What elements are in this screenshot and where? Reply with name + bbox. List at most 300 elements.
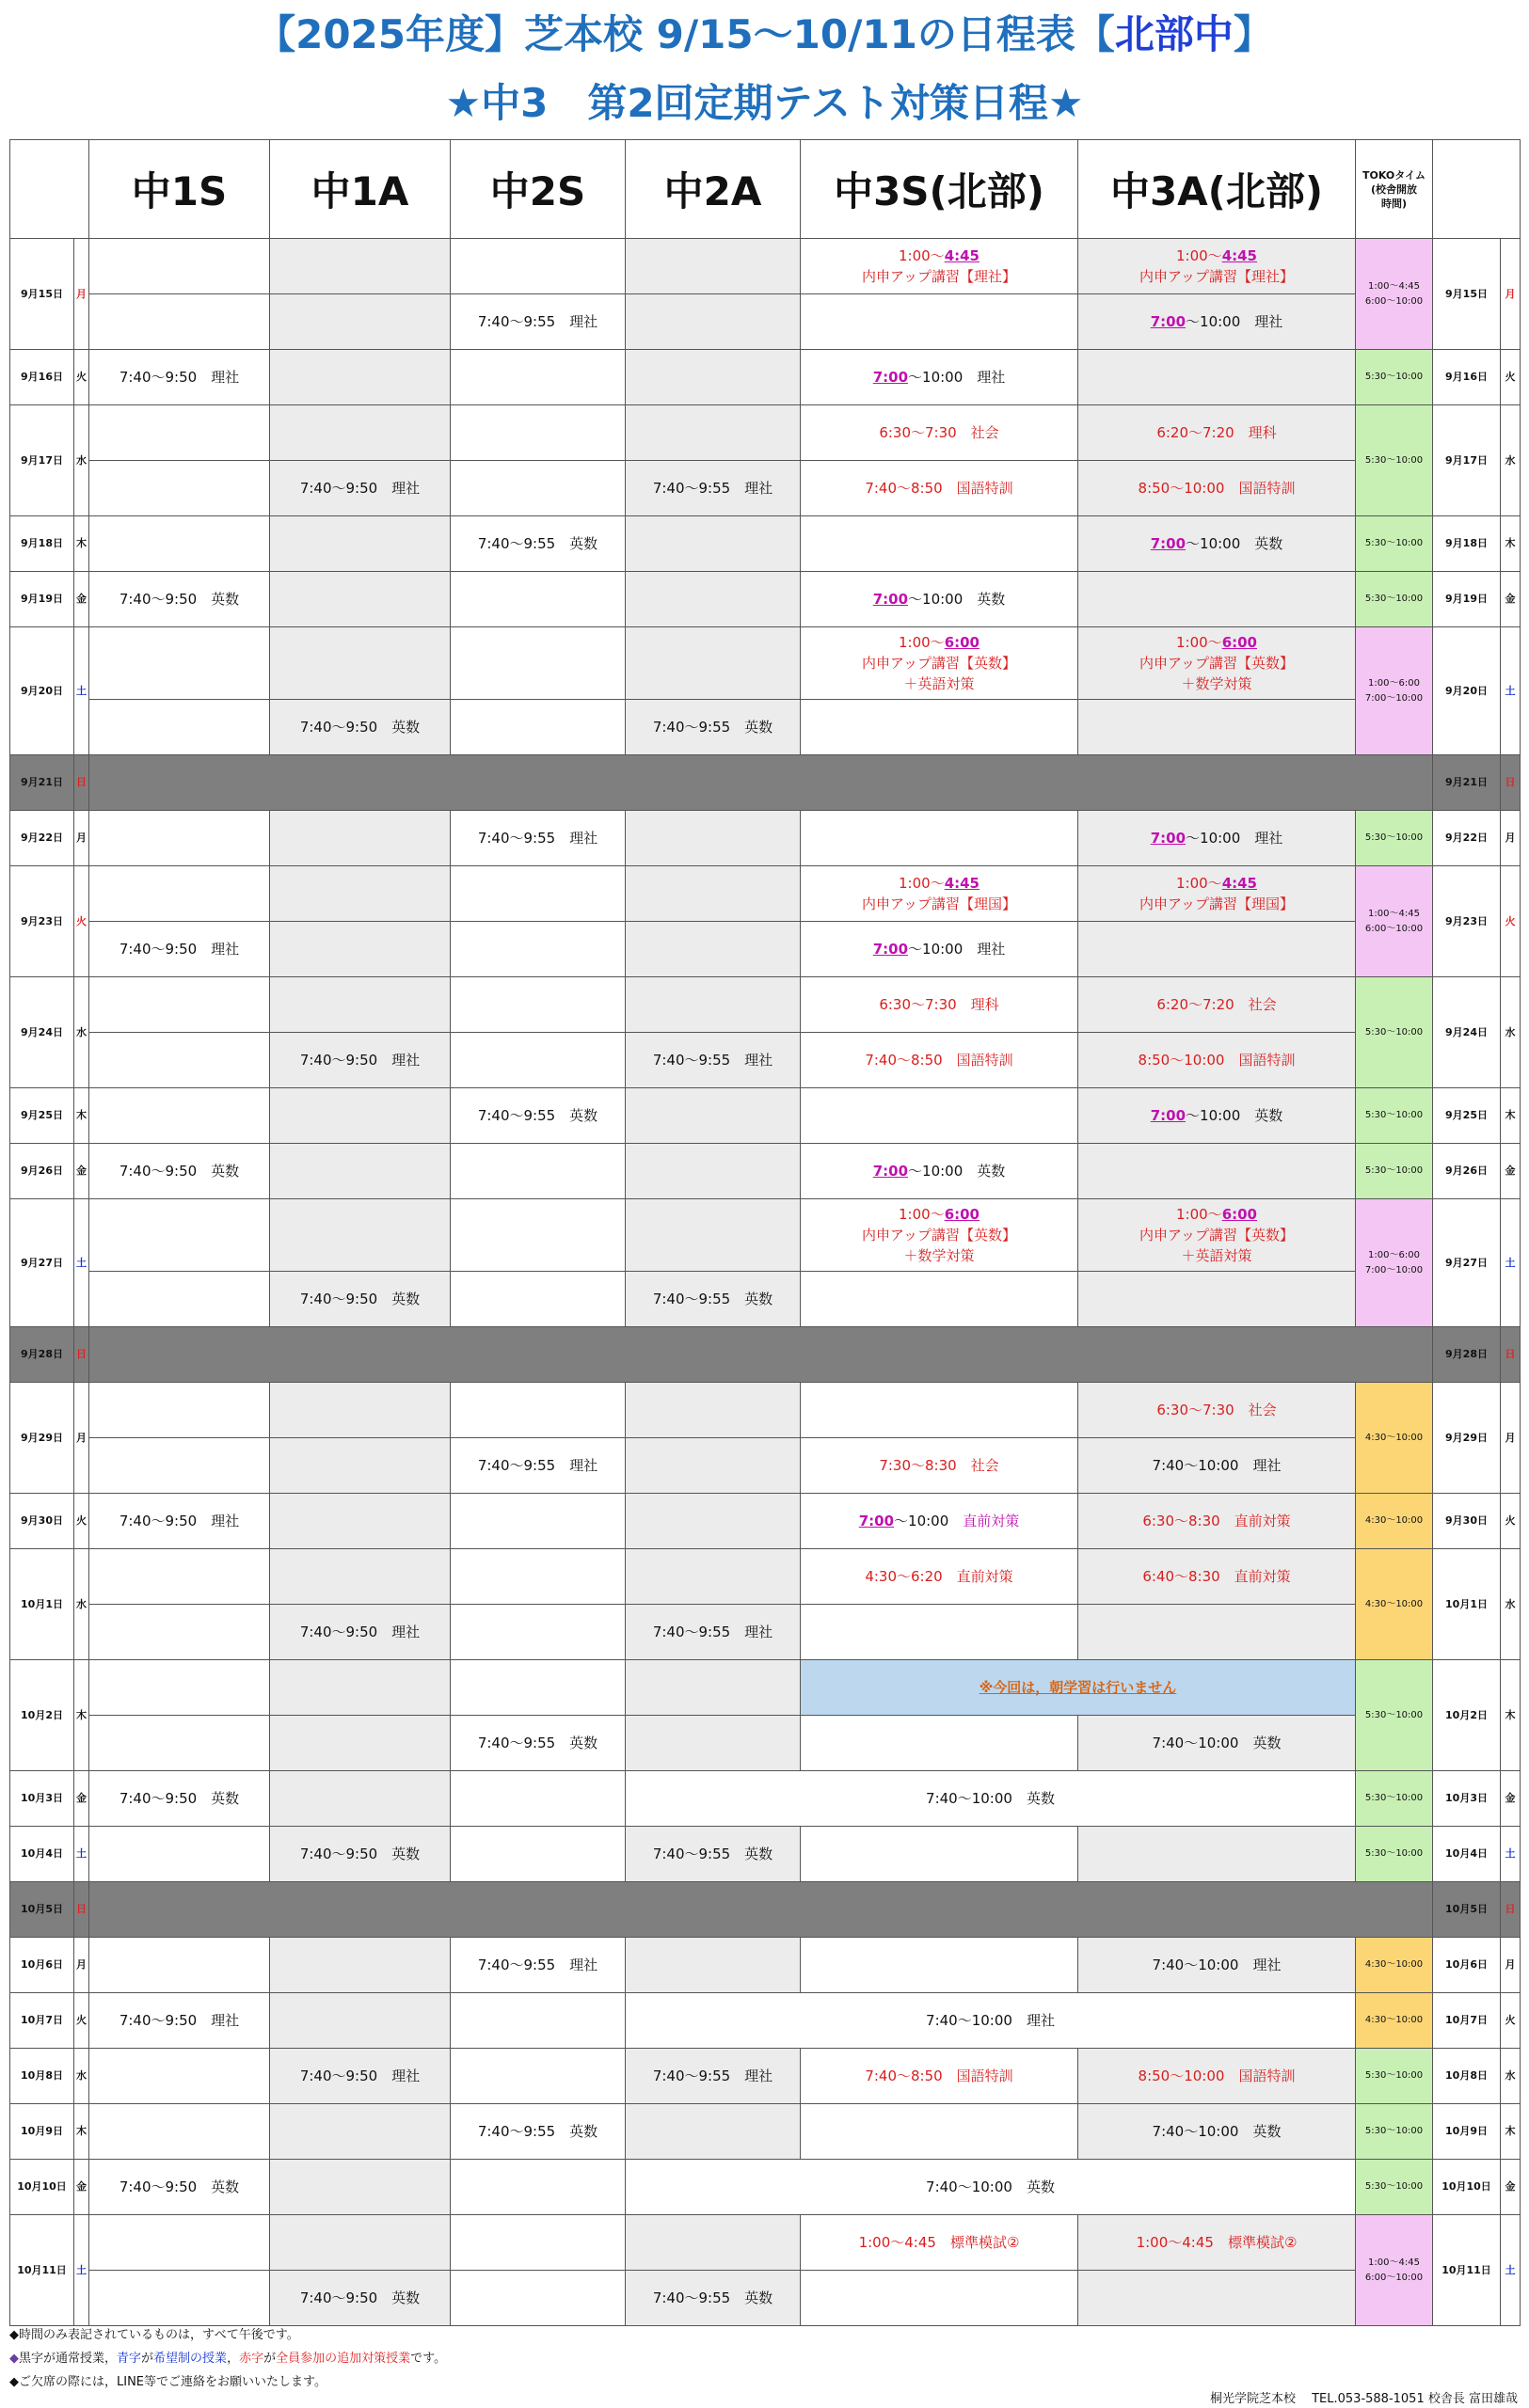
class-cell-c1a: 7:40～9:50 英数 <box>270 2271 451 2326</box>
date-cell-right: 10月8日 <box>1433 2049 1501 2104</box>
footer-note-time: ◆時間のみ表記されているものは，すべて午後です。 <box>9 2328 299 2342</box>
schedule-row-sub <box>10 700 1521 755</box>
class-cell-c2s <box>451 1033 626 1088</box>
schedule-row <box>10 1771 1521 1827</box>
class-cell-c1a: 7:40～9:50 英数 <box>270 1272 451 1327</box>
weekday-cell: 月 <box>74 1383 89 1494</box>
class-cell-c1s <box>89 1605 270 1660</box>
schedule-row-sub <box>10 294 1521 350</box>
weekday-cell: 月 <box>74 811 89 866</box>
weekday-cell: 金 <box>74 1771 89 1827</box>
toko-time-cell: 5:30～10:00 <box>1356 350 1433 405</box>
schedule-row <box>10 1327 1521 1383</box>
class-cell-c1a <box>270 1494 451 1549</box>
schedule-row <box>10 1144 1521 1199</box>
class-cell-c1s <box>89 516 270 572</box>
date-cell: 9月20日 <box>10 627 74 755</box>
class-cell-c3a <box>1078 922 1356 977</box>
weekday-cell-right: 月 <box>1501 1383 1521 1494</box>
class-cell-c3s <box>801 2271 1078 2326</box>
class-cell-c3a <box>1078 1605 1356 1660</box>
page-title: 【2025年度】芝本校 9/15～10/11の日程表【北部中】 <box>256 11 1273 57</box>
class-cell-c2s <box>451 1660 626 1716</box>
schedule-row <box>10 866 1521 922</box>
class-cell-c2s <box>451 350 626 405</box>
class-cell-c1a <box>270 1144 451 1199</box>
class-cell-c3s: 1:00～4:45 内申アップ講習【理社】 <box>801 239 1078 294</box>
class-cell-c1a <box>270 516 451 572</box>
class-cell-c1a <box>270 1660 451 1716</box>
toko-time-cell: 5:30～10:00 <box>1356 811 1433 866</box>
class-cell-c3a: 1:00～4:45 内申アップ講習【理社】 <box>1078 239 1356 294</box>
class-cell-c1s: 7:40～9:50 英数 <box>89 1771 270 1827</box>
weekday-cell: 火 <box>74 350 89 405</box>
class-cell-c3a: 7:40～10:00 理社 <box>1078 1438 1356 1494</box>
date-cell-right: 9月30日 <box>1433 1494 1501 1549</box>
date-cell-right: 9月22日 <box>1433 811 1501 866</box>
toko-time-cell: 5:30～10:00 <box>1356 2160 1433 2215</box>
merged-class-cell: 7:40～10:00 英数 <box>626 1771 1356 1827</box>
weekday-cell-right: 日 <box>1501 755 1521 811</box>
class-cell-c2s <box>451 1494 626 1549</box>
class-cell-c2s: 7:40～9:55 英数 <box>451 2104 626 2160</box>
header-c2s: 中2S <box>451 140 626 239</box>
class-cell-c1a: 7:40～9:50 英数 <box>270 1827 451 1882</box>
weekday-cell-right: 金 <box>1501 2160 1521 2215</box>
class-cell-c2a: 7:40～9:55 英数 <box>626 1272 801 1327</box>
schedule-row <box>10 1549 1521 1605</box>
class-cell-c1s <box>89 1549 270 1605</box>
class-cell-c3s: 1:00～6:00 内申アップ講習【英数】 ＋数学対策 <box>801 1199 1078 1272</box>
class-cell-c3a: 1:00～6:00 内申アップ講習【英数】 ＋数学対策 <box>1078 627 1356 700</box>
class-cell-c2a <box>626 811 801 866</box>
closed-day-bar <box>89 1327 1433 1383</box>
class-cell-c2a <box>626 1199 801 1272</box>
toko-time-cell: 4:30～10:00 <box>1356 1494 1433 1549</box>
class-cell-c2s <box>451 572 626 627</box>
class-cell-c2a: 7:40～9:55 理社 <box>626 1605 801 1660</box>
schedule-row <box>10 1827 1521 1882</box>
class-cell-c1s: 7:40～9:50 理社 <box>89 1993 270 2049</box>
class-cell-c1a <box>270 239 451 294</box>
class-cell-c1s <box>89 977 270 1033</box>
class-cell-c3a: 6:20～7:20 社会 <box>1078 977 1356 1033</box>
date-cell-right: 9月24日 <box>1433 977 1501 1088</box>
date-cell-right: 9月23日 <box>1433 866 1501 977</box>
class-cell-c1a <box>270 350 451 405</box>
class-cell-c3s: 1:00～4:45 内申アップ講習【理国】 <box>801 866 1078 922</box>
schedule-row <box>10 755 1521 811</box>
class-cell-c3a <box>1078 572 1356 627</box>
weekday-cell-right: 火 <box>1501 350 1521 405</box>
weekday-cell: 日 <box>74 1882 89 1938</box>
class-cell-c3s: 4:30～6:20 直前対策 <box>801 1549 1078 1605</box>
class-cell-c1a: 7:40～9:50 理社 <box>270 1605 451 1660</box>
class-cell-c3a: 7:00～10:00 英数 <box>1078 1088 1356 1144</box>
no-morning-study-notice: ※今回は，朝学習は行いません <box>801 1660 1356 1716</box>
date-cell-right: 10月2日 <box>1433 1660 1501 1771</box>
class-cell-c3a: 8:50～10:00 国語特訓 <box>1078 2049 1356 2104</box>
class-cell-c3s: 7:00～10:00 直前対策 <box>801 1494 1078 1549</box>
header-c3s: 中3S(北部) <box>801 140 1078 239</box>
class-cell-c2a <box>626 866 801 922</box>
class-cell-c1a <box>270 1938 451 1993</box>
weekday-cell: 火 <box>74 1494 89 1549</box>
date-cell: 10月2日 <box>10 1660 74 1771</box>
schedule-row <box>10 2215 1521 2271</box>
weekday-cell-right: 水 <box>1501 1549 1521 1660</box>
class-cell-c1a <box>270 627 451 700</box>
schedule-table <box>9 139 1521 2326</box>
class-cell-c1s <box>89 2049 270 2104</box>
class-cell-c1a <box>270 294 451 350</box>
class-cell-c1s: 7:40～9:50 英数 <box>89 2160 270 2215</box>
schedule-row <box>10 1660 1521 1716</box>
toko-time-cell: 5:30～10:00 <box>1356 1771 1433 1827</box>
date-cell: 9月28日 <box>10 1327 74 1383</box>
weekday-cell: 日 <box>74 755 89 811</box>
class-cell-c2a <box>626 1438 801 1494</box>
class-cell-c2a <box>626 627 801 700</box>
date-cell: 10月1日 <box>10 1549 74 1660</box>
date-cell-right: 9月28日 <box>1433 1327 1501 1383</box>
class-cell-c3a: 7:40～10:00 英数 <box>1078 1716 1356 1771</box>
weekday-cell: 土 <box>74 1827 89 1882</box>
weekday-cell-right: 木 <box>1501 1660 1521 1771</box>
weekday-cell-right: 月 <box>1501 1938 1521 1993</box>
toko-time-cell: 1:00～4:45 6:00～10:00 <box>1356 239 1433 350</box>
date-cell: 10月6日 <box>10 1938 74 1993</box>
class-cell-c3s: 7:40～8:50 国語特訓 <box>801 2049 1078 2104</box>
weekday-cell-right: 土 <box>1501 1827 1521 1882</box>
class-cell-c3s: 7:30～8:30 社会 <box>801 1438 1078 1494</box>
class-cell-c3a: 7:00～10:00 英数 <box>1078 516 1356 572</box>
schedule-row <box>10 977 1521 1033</box>
schedule-row <box>10 1993 1521 2049</box>
date-cell: 10月3日 <box>10 1771 74 1827</box>
class-cell-c2a <box>626 1938 801 1993</box>
class-cell-c1s <box>89 866 270 922</box>
class-cell-c1a <box>270 1771 451 1827</box>
class-cell-c1s <box>89 627 270 700</box>
class-cell-c1a <box>270 572 451 627</box>
weekday-cell: 水 <box>74 1549 89 1660</box>
class-cell-c3s <box>801 1938 1078 1993</box>
class-cell-c3a: 6:30～8:30 直前対策 <box>1078 1494 1356 1549</box>
weekday-cell-right: 木 <box>1501 516 1521 572</box>
class-cell-c2s <box>451 700 626 755</box>
class-cell-c3s <box>801 2104 1078 2160</box>
schedule-row <box>10 627 1521 700</box>
schedule-row <box>10 1199 1521 1272</box>
toko-time-cell: 5:30～10:00 <box>1356 1660 1433 1771</box>
class-cell-c2a <box>626 1660 801 1716</box>
class-cell-c3a: 8:50～10:00 国語特訓 <box>1078 461 1356 516</box>
date-cell: 9月19日 <box>10 572 74 627</box>
date-cell: 9月22日 <box>10 811 74 866</box>
date-cell: 10月7日 <box>10 1993 74 2049</box>
weekday-cell: 金 <box>74 2160 89 2215</box>
footer-note-absence: ◆ご欠席の際には，LINE等でご連絡をお願いいたします。 <box>9 2375 327 2389</box>
class-cell-c3a <box>1078 700 1356 755</box>
weekday-cell-right: 水 <box>1501 405 1521 516</box>
class-cell-c1s <box>89 1033 270 1088</box>
class-cell-c2a <box>626 1144 801 1199</box>
weekday-cell-right: 火 <box>1501 1494 1521 1549</box>
class-cell-c1s: 7:40～9:50 理社 <box>89 1494 270 1549</box>
date-cell: 9月24日 <box>10 977 74 1088</box>
date-cell: 9月16日 <box>10 350 74 405</box>
toko-time-cell: 5:30～10:00 <box>1356 1088 1433 1144</box>
date-cell-right: 9月18日 <box>1433 516 1501 572</box>
closed-day-bar <box>89 755 1433 811</box>
toko-time-cell: 1:00～4:45 6:00～10:00 <box>1356 2215 1433 2326</box>
date-cell: 9月18日 <box>10 516 74 572</box>
class-cell-c1a <box>270 1088 451 1144</box>
class-cell-c2s <box>451 922 626 977</box>
class-cell-c3s <box>801 811 1078 866</box>
class-cell-c1s <box>89 1827 270 1882</box>
class-cell-c3a <box>1078 1144 1356 1199</box>
date-cell: 9月26日 <box>10 1144 74 1199</box>
date-cell: 9月15日 <box>10 239 74 350</box>
class-cell-c2s <box>451 2271 626 2326</box>
class-cell-c2a <box>626 516 801 572</box>
schedule-row <box>10 1882 1521 1938</box>
toko-time-cell: 4:30～10:00 <box>1356 1549 1433 1660</box>
class-cell-c3s: 7:40～8:50 国語特訓 <box>801 1033 1078 1088</box>
weekday-cell-right: 木 <box>1501 2104 1521 2160</box>
class-cell-c3a: 7:00～10:00 理社 <box>1078 294 1356 350</box>
class-cell-c2s <box>451 1827 626 1882</box>
class-cell-c2s <box>451 239 626 294</box>
class-cell-c2a <box>626 294 801 350</box>
date-cell: 9月23日 <box>10 866 74 977</box>
date-cell-right: 10月9日 <box>1433 2104 1501 2160</box>
class-cell-c1s: 7:40～9:50 理社 <box>89 922 270 977</box>
date-cell: 9月21日 <box>10 755 74 811</box>
class-cell-c1a <box>270 1716 451 1771</box>
date-cell-right: 10月10日 <box>1433 2160 1501 2215</box>
weekday-cell-right: 火 <box>1501 866 1521 977</box>
class-cell-c3s: 7:00～10:00 英数 <box>801 572 1078 627</box>
weekday-cell-right: 土 <box>1501 1199 1521 1327</box>
schedule-row <box>10 572 1521 627</box>
class-cell-c3s: 7:00～10:00 理社 <box>801 922 1078 977</box>
class-cell-c3s <box>801 700 1078 755</box>
class-cell-c2s <box>451 1272 626 1327</box>
class-cell-c2s: 7:40～9:55 理社 <box>451 1438 626 1494</box>
class-cell-c2s <box>451 627 626 700</box>
page-subtitle: ★中3 第2回定期テスト対策日程★ <box>445 80 1084 126</box>
class-cell-c3s: 6:30～7:30 社会 <box>801 405 1078 461</box>
class-cell-c1s <box>89 1199 270 1272</box>
class-cell-c1s <box>89 1716 270 1771</box>
class-cell-c3a <box>1078 1827 1356 1882</box>
date-cell: 9月17日 <box>10 405 74 516</box>
date-cell-right: 9月20日 <box>1433 627 1501 755</box>
schedule-row <box>10 516 1521 572</box>
toko-time-cell: 5:30～10:00 <box>1356 2104 1433 2160</box>
class-cell-c2a <box>626 922 801 977</box>
date-cell-right: 10月4日 <box>1433 1827 1501 1882</box>
class-cell-c1a <box>270 1549 451 1605</box>
schedule-row-sub <box>10 1272 1521 1327</box>
weekday-cell: 月 <box>74 239 89 350</box>
schedule-row-sub <box>10 1438 1521 1494</box>
toko-time-cell: 5:30～10:00 <box>1356 977 1433 1088</box>
class-cell-c1a <box>270 977 451 1033</box>
date-cell-right: 9月27日 <box>1433 1199 1501 1327</box>
schedule-row-sub <box>10 2271 1521 2326</box>
date-cell: 10月9日 <box>10 2104 74 2160</box>
schedule-row <box>10 811 1521 866</box>
toko-time-cell: 5:30～10:00 <box>1356 405 1433 516</box>
class-cell-c2a: 7:40～9:55 英数 <box>626 2271 801 2326</box>
class-cell-c1a: 7:40～9:50 理社 <box>270 2049 451 2104</box>
class-cell-c3a: 6:30～7:30 社会 <box>1078 1383 1356 1438</box>
class-cell-c3s <box>801 1716 1078 1771</box>
class-cell-c3a: 7:40～10:00 理社 <box>1078 1938 1356 1993</box>
class-cell-c1s <box>89 700 270 755</box>
class-cell-c3a <box>1078 1272 1356 1327</box>
class-cell-c1s <box>89 1088 270 1144</box>
header-row <box>10 140 1521 239</box>
date-cell-right: 9月26日 <box>1433 1144 1501 1199</box>
class-cell-c1a <box>270 1199 451 1272</box>
class-cell-c3a <box>1078 350 1356 405</box>
date-cell-right: 10月1日 <box>1433 1549 1501 1660</box>
class-cell-c2s <box>451 1383 626 1438</box>
weekday-cell: 土 <box>74 2215 89 2326</box>
date-cell-right: 9月15日 <box>1433 239 1501 350</box>
class-cell-c3a <box>1078 2271 1356 2326</box>
schedule-row <box>10 350 1521 405</box>
class-cell-c2s <box>451 1605 626 1660</box>
class-cell-c1s <box>89 1938 270 1993</box>
class-cell-c3s: 6:30～7:30 理科 <box>801 977 1078 1033</box>
class-cell-c2a <box>626 2215 801 2271</box>
schedule-row <box>10 405 1521 461</box>
weekday-cell: 木 <box>74 1088 89 1144</box>
footer-note-color-legend: ◆黒字が通常授業，青字が希望制の授業，赤字が全員参加の追加対策授業です。 <box>9 2352 447 2366</box>
class-cell-c2s <box>451 2049 626 2104</box>
class-cell-c1s <box>89 811 270 866</box>
toko-time-cell: 5:30～10:00 <box>1356 2049 1433 2104</box>
class-cell-c3s <box>801 294 1078 350</box>
class-cell-c2a <box>626 1088 801 1144</box>
date-cell-right: 10月3日 <box>1433 1771 1501 1827</box>
weekday-cell-right: 金 <box>1501 572 1521 627</box>
class-cell-c3a: 7:40～10:00 英数 <box>1078 2104 1356 2160</box>
toko-time-cell: 4:30～10:00 <box>1356 1938 1433 1993</box>
date-cell-right: 9月16日 <box>1433 350 1501 405</box>
toko-time-cell: 4:30～10:00 <box>1356 1993 1433 2049</box>
weekday-cell-right: 水 <box>1501 2049 1521 2104</box>
header-c1a: 中1A <box>270 140 451 239</box>
toko-time-cell: 5:30～10:00 <box>1356 516 1433 572</box>
date-cell: 10月11日 <box>10 2215 74 2326</box>
weekday-cell-right: 日 <box>1501 1327 1521 1383</box>
date-cell: 9月29日 <box>10 1383 74 1494</box>
class-cell-c3a: 8:50～10:00 国語特訓 <box>1078 1033 1356 1088</box>
class-cell-c3s <box>801 516 1078 572</box>
weekday-cell: 水 <box>74 2049 89 2104</box>
date-cell-right: 10月11日 <box>1433 2215 1501 2326</box>
toko-time-cell: 5:30～10:00 <box>1356 1144 1433 1199</box>
weekday-cell-right: 火 <box>1501 1993 1521 2049</box>
class-cell-c3s: 7:00～10:00 理社 <box>801 350 1078 405</box>
class-cell-c1s <box>89 461 270 516</box>
weekday-cell: 水 <box>74 405 89 516</box>
date-cell-right: 9月25日 <box>1433 1088 1501 1144</box>
class-cell-c3s <box>801 1827 1078 1882</box>
class-cell-c2a: 7:40～9:55 英数 <box>626 700 801 755</box>
toko-time-cell: 1:00～6:00 7:00～10:00 <box>1356 627 1433 755</box>
toko-time-cell: 5:30～10:00 <box>1356 1827 1433 1882</box>
class-cell-c2s <box>451 1771 626 1827</box>
schedule-row-sub <box>10 1605 1521 1660</box>
header-date-blank-right <box>1433 140 1521 239</box>
weekday-cell: 土 <box>74 627 89 755</box>
schedule-row <box>10 1494 1521 1549</box>
class-cell-c2a <box>626 1383 801 1438</box>
toko-time-cell: 1:00～6:00 7:00～10:00 <box>1356 1199 1433 1327</box>
header-c1s: 中1S <box>89 140 270 239</box>
date-cell: 10月5日 <box>10 1882 74 1938</box>
class-cell-c2s <box>451 1993 626 2049</box>
weekday-cell-right: 月 <box>1501 239 1521 350</box>
class-cell-c2s: 7:40～9:55 理社 <box>451 1938 626 1993</box>
schedule-row <box>10 239 1521 294</box>
closed-day-bar <box>89 1882 1433 1938</box>
date-cell-right: 10月7日 <box>1433 1993 1501 2049</box>
class-cell-c2s <box>451 1199 626 1272</box>
schedule-row <box>10 1938 1521 1993</box>
class-cell-c1a <box>270 1438 451 1494</box>
class-cell-c1a <box>270 1383 451 1438</box>
class-cell-c1s: 7:40～9:50 理社 <box>89 350 270 405</box>
date-cell: 9月25日 <box>10 1088 74 1144</box>
date-cell-right: 9月19日 <box>1433 572 1501 627</box>
weekday-cell: 金 <box>74 572 89 627</box>
class-cell-c2a <box>626 350 801 405</box>
weekday-cell: 木 <box>74 1660 89 1771</box>
class-cell-c1a: 7:40～9:50 理社 <box>270 461 451 516</box>
weekday-cell: 月 <box>74 1938 89 1993</box>
weekday-cell-right: 金 <box>1501 1771 1521 1827</box>
weekday-cell: 日 <box>74 1327 89 1383</box>
class-cell-c1s <box>89 1383 270 1438</box>
class-cell-c2a: 7:40～9:55 理社 <box>626 1033 801 1088</box>
class-cell-c1s <box>89 2104 270 2160</box>
class-cell-c1a <box>270 405 451 461</box>
class-cell-c2s: 7:40～9:55 英数 <box>451 1088 626 1144</box>
class-cell-c2s <box>451 2160 626 2215</box>
class-cell-c2s <box>451 977 626 1033</box>
schedule-row-sub <box>10 922 1521 977</box>
class-cell-c2a <box>626 1716 801 1771</box>
class-cell-c1a: 7:40～9:50 理社 <box>270 1033 451 1088</box>
weekday-cell: 木 <box>74 516 89 572</box>
class-cell-c2a <box>626 1494 801 1549</box>
header-c2a: 中2A <box>626 140 801 239</box>
date-cell: 10月10日 <box>10 2160 74 2215</box>
class-cell-c2s <box>451 2215 626 2271</box>
header-toko-time: TOKOタイム (校舎開放 時間) <box>1356 140 1433 239</box>
toko-time-cell: 5:30～10:00 <box>1356 572 1433 627</box>
class-cell-c2a <box>626 239 801 294</box>
